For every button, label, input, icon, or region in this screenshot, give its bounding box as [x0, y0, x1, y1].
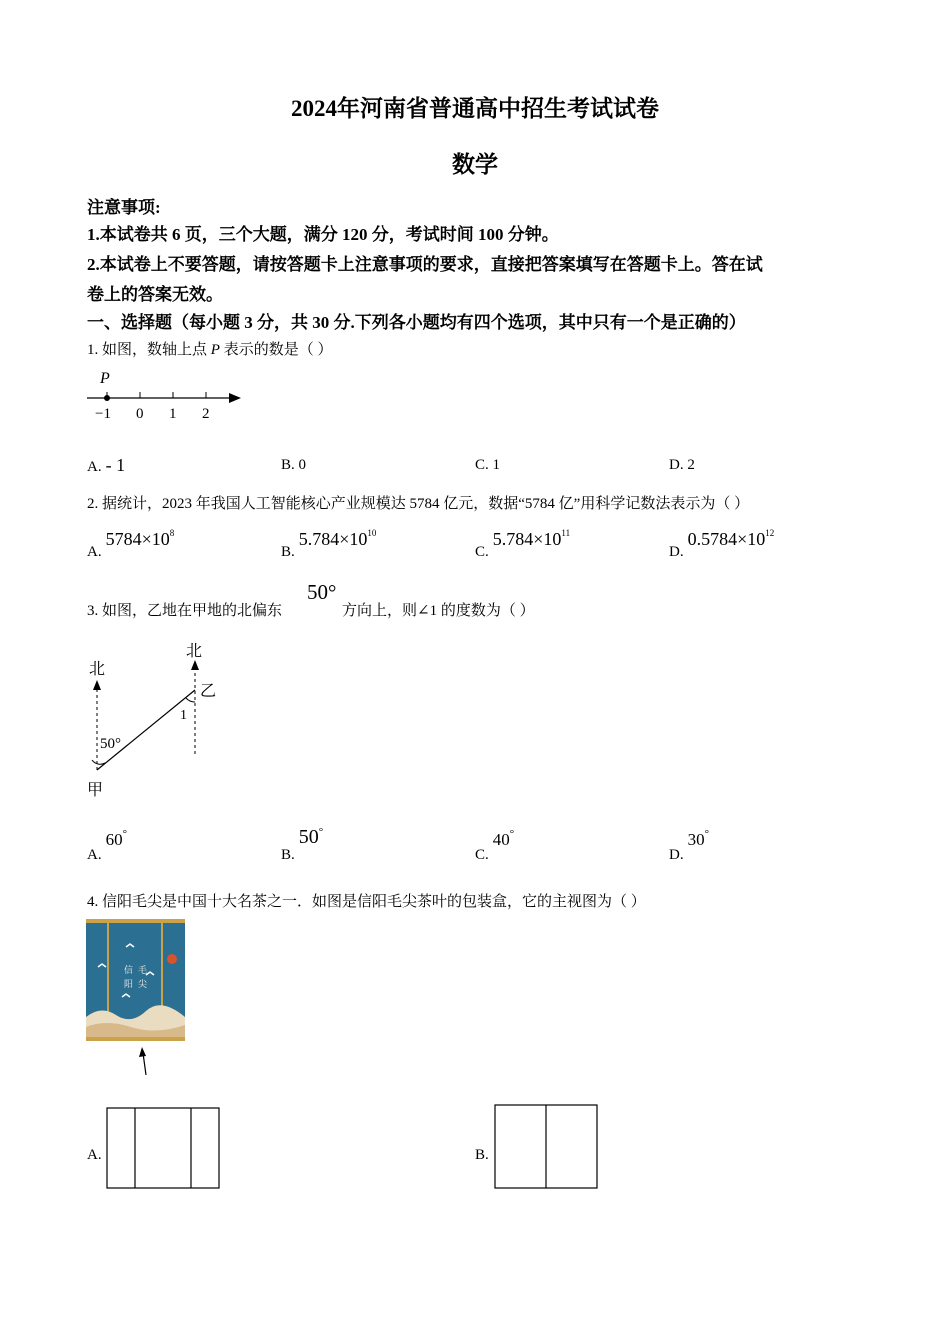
north-label-right: 北 [186, 643, 203, 660]
angle-label-50: 50° [100, 736, 121, 752]
option-2b[interactable]: $B.5.784\times 10^{10}$ [281, 528, 377, 560]
question-2-stem: 2. 据统计，2023 年我国人工智能核心产业规模达 5784 亿元，数据“5784 亿”用科学记数法表示为（ ） [87, 496, 750, 512]
option-4a-label[interactable]: A. [87, 1147, 102, 1163]
question-3-stem-suffix: 方向上，则∠1 的度数为（ ） [342, 603, 535, 619]
tick-label: −1 [95, 406, 111, 422]
north-arrow-left [93, 680, 101, 690]
number-line-arrow [229, 393, 241, 403]
svg-text:尖: 尖 [138, 979, 148, 989]
question-3-stem-prefix: 3. 如图，乙地在甲地的北偏东 [87, 603, 283, 619]
option-3a[interactable]: A.60° [87, 828, 127, 863]
option-3d[interactable]: D.30° [669, 828, 709, 863]
subject-title: 数学 [452, 152, 498, 177]
option-1d[interactable]: D. 2 [669, 457, 695, 473]
option-2d[interactable]: $D.0.5784\times 10^{12}$ [669, 528, 775, 560]
place-label-yi: 乙 [200, 683, 217, 700]
point-p-label: P [100, 370, 110, 387]
page-title: 2024年河南省普通高中招生考试试卷 [291, 96, 659, 121]
tick-label: 2 [202, 406, 210, 422]
angle-arc-50 [92, 760, 105, 764]
svg-text:阳: 阳 [124, 979, 134, 989]
angle-label-1: 1 [180, 708, 187, 723]
section-1-heading: 一、选择题（每小题 3 分，共 30 分.下列各小题均有四个选项，其中只有一个是正确的） [87, 313, 746, 332]
option-4a-figure[interactable] [106, 1107, 222, 1191]
angle-arc-1 [186, 698, 195, 702]
tick-label: 1 [169, 406, 177, 422]
point-p [104, 395, 110, 401]
svg-text:信: 信 [124, 965, 134, 975]
question-1-stem: 1. 如图，数轴上点 P 表示的数是（ ） [87, 342, 333, 358]
notice-item-1: 1.本试卷共 6 页，三个大题，满分 120 分，考试时间 100 分钟。 [87, 225, 559, 244]
notice-item-2-line-2: 卷上的答案无效。 [87, 285, 223, 304]
option-2a[interactable]: $A.5784\times 10^8$ [87, 528, 175, 560]
number-line-figure [85, 366, 250, 426]
direction-figure [80, 636, 230, 806]
line-jia-yi [97, 690, 195, 770]
north-label-left: 北 [89, 661, 106, 678]
option-3b[interactable]: B.50° [281, 826, 324, 863]
option-1a[interactable]: A. - 1 [87, 455, 126, 475]
notice-item-2-line-1: 2.本试卷上不要答题，请按答题卡上注意事项的要求，直接把答案填写在答题卡上。答在试 [87, 255, 763, 274]
option-4b-label[interactable]: B. [475, 1147, 489, 1163]
option-3c[interactable]: C.40° [475, 828, 515, 863]
question-4-stem: 4. 信阳毛尖是中国十大名茶之一．如图是信阳毛尖茶叶的包装盒，它的主视图为（ ） [87, 894, 646, 910]
tea-box-photo [86, 919, 186, 1079]
svg-text:毛: 毛 [138, 965, 148, 975]
option-1c[interactable]: C. 1 [475, 457, 501, 473]
place-label-jia: 甲 [87, 782, 104, 799]
tick-label: 0 [136, 406, 144, 422]
option-1b[interactable]: B. 0 [281, 457, 307, 473]
north-arrow-right [191, 660, 199, 670]
notice-heading: 注意事项: [87, 198, 161, 217]
option-2c[interactable]: $C.5.784\times 10^{11}$ [475, 528, 571, 560]
option-4b-figure[interactable] [494, 1104, 600, 1191]
sun-decor [167, 954, 177, 964]
question-3-angle: 50° [307, 580, 337, 604]
